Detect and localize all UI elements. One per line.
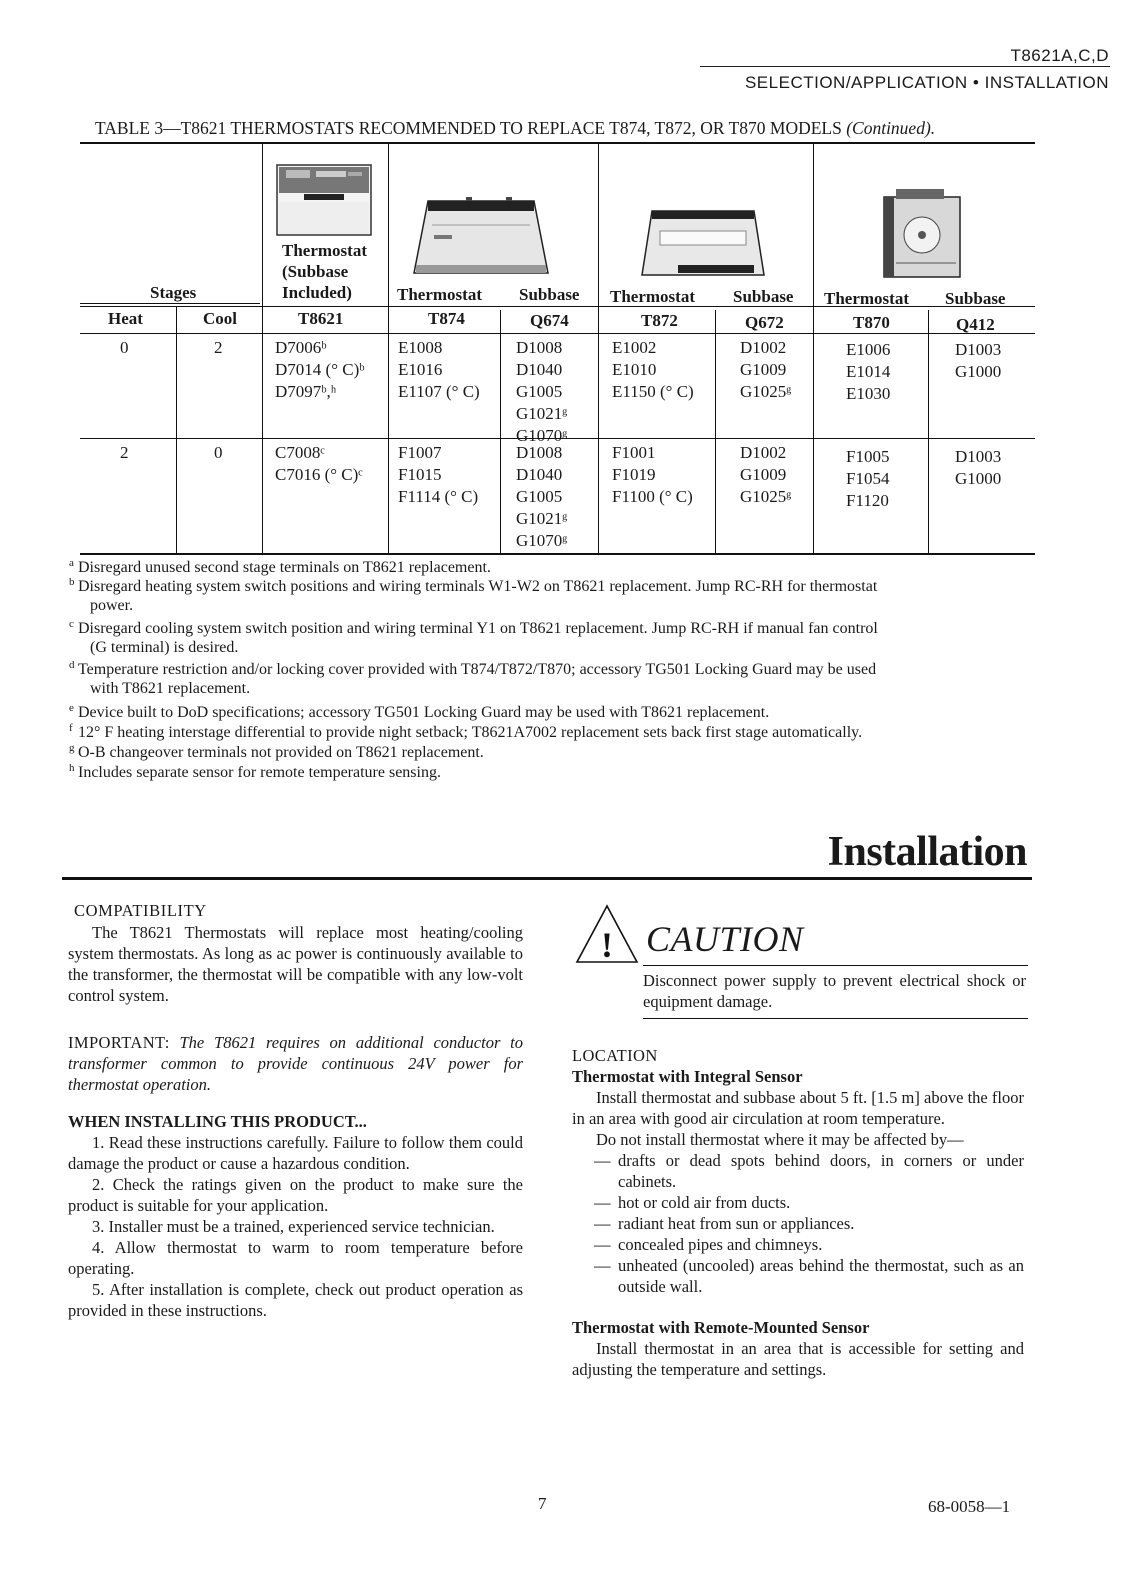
footnote-c-mark: c [69, 618, 74, 630]
table-row-1-cool: 2 [214, 338, 223, 357]
model-t870: T870 [853, 313, 890, 332]
avoid-item-text: hot or cold air from ducts. [618, 1193, 791, 1212]
avoid-item: — unheated (uncooled) areas behind the thermostat, such as an outside wall. [594, 1256, 1024, 1296]
header-rule-2 [80, 333, 1035, 334]
install-step-1: 1. Read these instructions carefully. Failure to follow them could damage the product or cause a hazardous condition. [68, 1133, 523, 1173]
footnote-h-mark: h [69, 762, 75, 774]
vline-t874 [388, 142, 389, 553]
footnote-d [69, 659, 1038, 698]
table-row-1-q412: D1003 G1000 [955, 340, 1002, 381]
t8621-column-header: Thermostat (Subbase Included) [282, 241, 367, 302]
footnote-h [69, 762, 1038, 782]
footnote-a-mark: a [69, 557, 74, 569]
important-note [68, 1032, 523, 1095]
q412-subbase-label: Subbase [945, 289, 1006, 308]
remote-sensor-heading: Thermostat with Remote-Mounted Sensor [572, 1318, 870, 1337]
t872-thermostat-label: Thermostat [610, 287, 695, 306]
footnote-f-mark: f [69, 722, 73, 734]
footnote-d-mark: d [69, 659, 75, 671]
avoid-item-text: radiant heat from sun or appliances. [618, 1214, 855, 1233]
q672-subbase-label: Subbase [733, 287, 794, 306]
table-title-suffix: (Continued). [846, 118, 936, 138]
cool-header: Cool [203, 309, 237, 328]
left-column [68, 900, 523, 1321]
caution-top-rule [643, 965, 1028, 966]
vline-q412 [928, 310, 929, 553]
model-t874: T874 [428, 309, 465, 328]
table-top-rule [80, 142, 1035, 144]
footnote-g-text: O-B changeover terminals not provided on T8621 replacement. [78, 744, 484, 761]
caution-bottom-rule [643, 1018, 1028, 1019]
footnote-h-text: Includes separate sensor for remote temperature sensing. [78, 764, 441, 781]
stages-rule [80, 303, 260, 304]
q674-subbase-label: Subbase [519, 285, 580, 304]
header-rule [700, 66, 1110, 67]
footnote-c-text-cont: (G terminal) is desired. [90, 639, 239, 656]
integral-sensor-heading: Thermostat with Integral Sensor [572, 1067, 803, 1086]
installation-heading: Installation [827, 829, 1027, 875]
model-q412: Q412 [956, 315, 995, 334]
caution-text: Disconnect power supply to prevent electrical shock or equipment damage. [643, 971, 1026, 1011]
avoid-item: — drafts or dead spots behind doors, in corners or under cabinets. [594, 1151, 1024, 1191]
vline-t870 [813, 142, 814, 553]
table-row-1-q674: D1008 D1040 G1005 G1021ᵍ G1070ᵍ [516, 338, 568, 445]
heat-header: Heat [108, 309, 143, 328]
avoid-item-text: drafts or dead spots behind doors, in corners or under cabinets. [618, 1151, 1024, 1191]
t874-thermostat-image [410, 195, 552, 282]
avoid-intro: Do not install thermostat where it may be affected by— [596, 1130, 964, 1149]
footnote-c [69, 618, 1038, 657]
table-row-1-t872: E1002 E1010 E1150 (° C) [612, 338, 694, 401]
table-row-1-heat: 0 [120, 338, 129, 357]
table-row-2-heat: 2 [120, 443, 129, 462]
footnote-e [69, 702, 1038, 722]
avoid-item: — concealed pipes and chimneys. [594, 1235, 823, 1254]
table-row-1-t8621: D7006ᵇ D7014 (° C)ᵇ D7097ᵇ,ʰ [275, 338, 365, 401]
table-row-2-q674: D1008 D1040 G1005 G1021ᵍ G1070ᵍ [516, 443, 568, 550]
vline-heat-cool [176, 306, 177, 553]
t870-thermostat-label: Thermostat [824, 289, 909, 308]
footnote-d-text-cont: with T8621 replacement. [90, 680, 251, 697]
warning-triangle-icon [574, 903, 640, 970]
vline-t872 [598, 142, 599, 553]
table-row-2-cool: 0 [214, 443, 223, 462]
install-step-2: 2. Check the ratings given on the product to make sure the product is suitable for your application. [68, 1175, 523, 1215]
compatibility-heading: COMPATIBILITY [74, 901, 207, 920]
table-title [95, 118, 935, 139]
footnote-e-mark: e [69, 702, 74, 714]
vline-q672 [715, 310, 716, 553]
installation-rule [62, 877, 1032, 880]
table-row-2-t874: F1007 F1015 F1114 (° C) [398, 443, 479, 506]
when-installing-heading: WHEN INSTALLING THIS PRODUCT... [68, 1112, 367, 1131]
footnote-d-text: Temperature restriction and/or locking cover provided with T874/T872/T870; accessory TG501 Locking Guard may be used [78, 661, 877, 678]
footnote-c-text: Disregard cooling system switch position and wiring terminal Y1 on T8621 replacement. Jump RC-RH if manual fan control [78, 620, 878, 637]
install-step-4: 4. Allow thermostat to warm to room temperature before operating. [68, 1238, 523, 1278]
footnote-a-text: Disregard unused second stage terminals on T8621 replacement. [78, 559, 491, 576]
avoid-item-text: concealed pipes and chimneys. [618, 1235, 823, 1254]
stages-header: Stages [150, 283, 197, 302]
caution-title: CAUTION [646, 919, 804, 959]
t8621-thermostat-image [276, 164, 372, 241]
right-column [572, 1045, 1024, 1380]
footnote-g [69, 742, 1038, 762]
avoid-item: — hot or cold air from ducts. [594, 1193, 791, 1212]
avoid-item-text: unheated (uncooled) areas behind the thermostat, such as an outside wall. [618, 1256, 1024, 1296]
footnote-b [69, 576, 1038, 615]
t872-thermostat-image [638, 205, 768, 282]
table-row-2-t872: F1001 F1019 F1100 (° C) [612, 443, 693, 506]
model-t8621: T8621 [298, 309, 344, 328]
model-q674: Q674 [530, 311, 569, 330]
table-row-2-t870: F1005 F1054 F1120 [846, 447, 890, 510]
footnote-a [69, 557, 1038, 577]
compatibility-text: The T8621 Thermostats will replace most heating/cooling system thermostats. As long as ac power is continuously available to the transformer, the thermostat will be compatible with any low-volt control system. [68, 923, 523, 1005]
footnote-f [69, 722, 1038, 742]
table-row-2-q672: D1002 G1009 G1025ᵍ [740, 443, 792, 506]
avoid-item: — radiant heat from sun or appliances. [594, 1214, 855, 1233]
remote-sensor-text: Install thermostat in an area that is accessible for setting and adjusting the temperature and settings. [572, 1339, 1024, 1379]
install-step-5: 5. After installation is complete, check out product operation as provided in these instructions. [68, 1280, 523, 1320]
install-step-3: 3. Installer must be a trained, experienced service technician. [92, 1217, 495, 1236]
table-row-1-t870: E1006 E1014 E1030 [846, 340, 891, 403]
vline-q674 [500, 310, 501, 553]
location-heading: LOCATION [572, 1046, 658, 1065]
footnote-b-text: Disregard heating system switch positions and wiring terminals W1-W2 on T8621 replacement. Jump RC-RH for thermostat [78, 578, 878, 595]
model-number: T8621A,C,D [1010, 46, 1109, 65]
table-bottom-rule [80, 553, 1035, 555]
t870-thermostat-image [882, 187, 962, 284]
t874-thermostat-label: Thermostat [397, 285, 482, 304]
table-title-text: TABLE 3—T8621 THERMOSTATS RECOMMENDED TO REPLACE T874, T872, OR T870 MODELS [95, 118, 842, 138]
footnote-g-mark: g [69, 742, 75, 754]
table-row-1-q672: D1002 G1009 G1025ᵍ [740, 338, 792, 401]
page-number: 7 [538, 1494, 547, 1513]
vline-t8621 [262, 142, 263, 553]
model-q672: Q672 [745, 313, 784, 332]
section-title: SELECTION/APPLICATION • INSTALLATION [744, 73, 1109, 92]
document-number: 68-0058—1 [928, 1497, 1011, 1516]
integral-sensor-text: Install thermostat and subbase about 5 ft. [1.5 m] above the floor in an area with good air circulation at room temperature. [572, 1088, 1024, 1128]
footnote-f-text: 12° F heating interstage differential to provide night setback; T8621A7002 replacement sets back first stage automatically. [78, 724, 863, 741]
model-t872: T872 [641, 311, 678, 330]
footnote-b-text-cont: power. [90, 597, 134, 614]
important-text: The T8621 requires on additional conductor to transformer common to provide continuous 24V power for thermostat operation. [68, 1033, 523, 1094]
table-row-2-t8621: C7008ᶜ C7016 (° C)ᶜ [275, 443, 363, 484]
table-row-1-t874: E1008 E1016 E1107 (° C) [398, 338, 480, 401]
footnote-e-text: Device built to DoD specifications; accessory TG501 Locking Guard may be used with T8621 replacement. [78, 704, 770, 721]
important-label: IMPORTANT: [68, 1033, 170, 1052]
footnote-b-mark: b [69, 576, 75, 588]
table-row-2-q412: D1003 G1000 [955, 447, 1002, 488]
svg-text:!: ! [601, 925, 613, 965]
